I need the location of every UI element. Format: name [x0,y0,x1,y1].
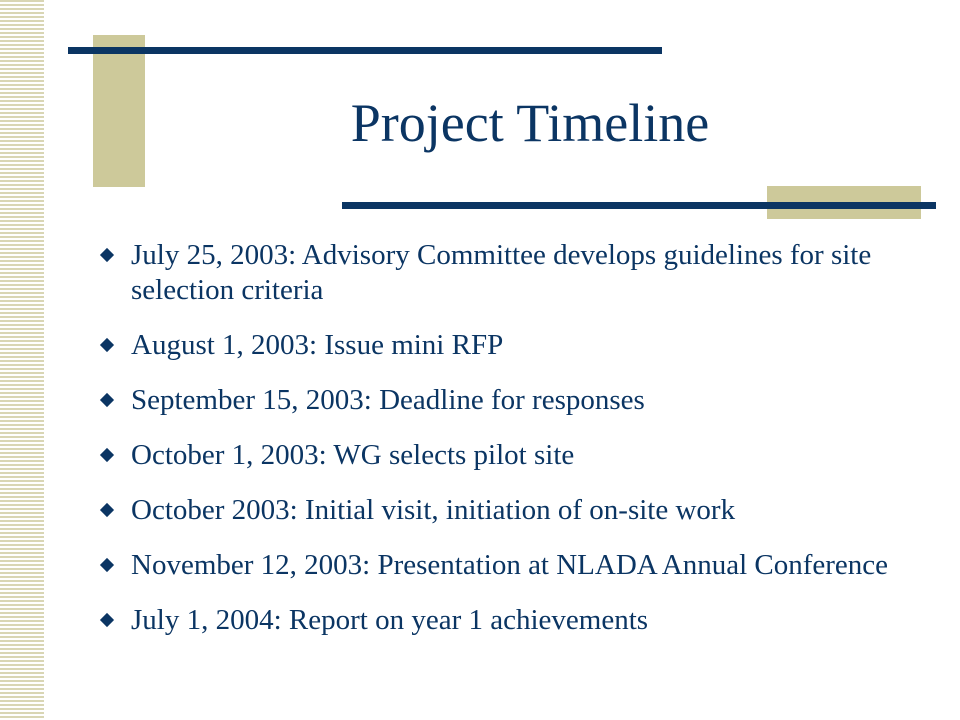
diamond-bullet-icon [100,558,114,572]
slide-title: Project Timeline [350,93,710,153]
diamond-bullet-icon [100,503,114,517]
timeline-item-text: October 1, 2003: WG selects pilot site [131,439,575,471]
diamond-bullet-icon [100,338,114,352]
timeline-item [98,328,928,363]
timeline-item [98,438,928,473]
diamond-bullet-icon [100,393,114,407]
timeline-item [98,383,928,418]
timeline-item-text: August 1, 2003: Issue mini RFP [131,329,504,361]
diamond-bullet-icon [100,248,114,262]
diamond-bullet-icon [100,448,114,462]
timeline-item-text: October 2003: Initial visit, initiation of on-site work [131,494,736,526]
decorative-navy-line-bottom [342,202,936,209]
decorative-navy-line-top [68,47,662,54]
timeline-item [98,238,928,308]
timeline-list [98,238,928,658]
timeline-item [98,493,928,528]
timeline-item-text: July 1, 2004: Report on year 1 achievements [131,604,649,636]
decorative-tan-block-top [93,35,145,187]
diamond-bullet-icon [100,613,114,627]
decorative-stripe-panel [0,0,44,720]
timeline-item-text: November 12, 2003: Presentation at NLADA Annual Conference [131,549,889,581]
timeline-item-text: September 15, 2003: Deadline for responses [131,384,645,416]
timeline-item-text: July 25, 2003: Advisory Committee develops guidelines for site selection criteria [131,239,872,306]
timeline-item [98,603,928,638]
timeline-item [98,548,928,583]
